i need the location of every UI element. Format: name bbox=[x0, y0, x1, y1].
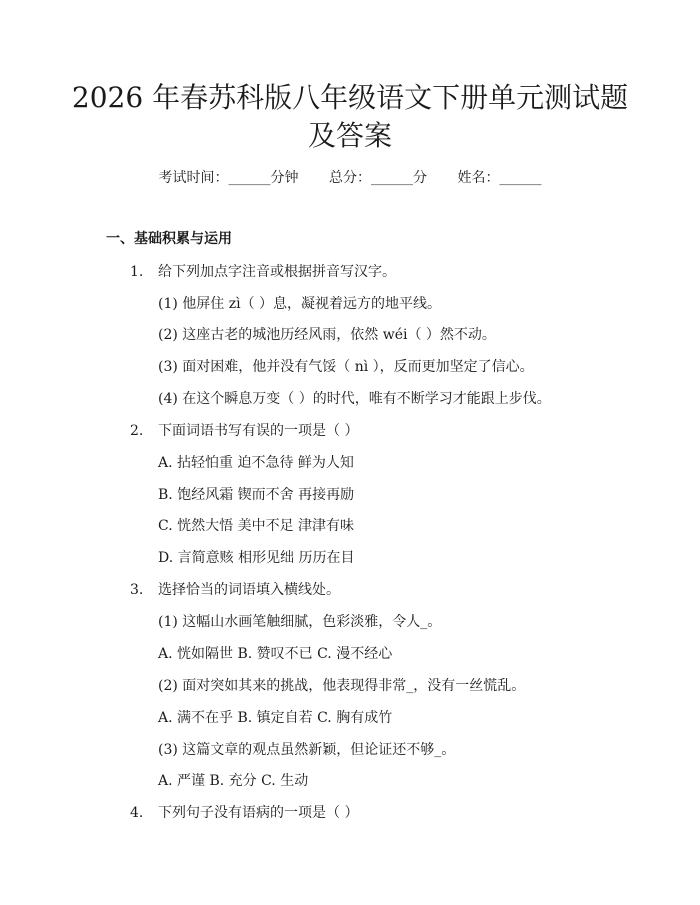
page-title: 2026 年春苏科版八年级语文下册单元测试题 bbox=[71, 81, 629, 114]
page-title-continued: 及答案 bbox=[307, 119, 392, 152]
question-subitem: (3) 这篇文章的观点虽然新颖，但论证还不够_。 bbox=[158, 742, 456, 758]
answer-option: A. 恍如隔世 B. 赞叹不已 C. 漫不经心 bbox=[158, 646, 393, 662]
answer-option: A. 满不在乎 B. 镇定自若 C. 胸有成竹 bbox=[158, 710, 393, 726]
question-number: 3. bbox=[130, 582, 144, 598]
answer-option: D. 言简意赅 相形见绌 历历在目 bbox=[158, 550, 355, 566]
question-text: 给下列加点字注音或根据拼音写汉字。 bbox=[158, 264, 396, 280]
question-subitem: (2) 面对突如其来的挑战，他表现得非常_，没有一丝慌乱。 bbox=[158, 678, 526, 694]
question-number: 4. bbox=[130, 805, 144, 821]
question-subitem: (2) 这座古老的城池历经风雨，依然 wéi（ ）然不动。 bbox=[158, 327, 496, 343]
question-text: 下面词语书写有误的一项是（ ） bbox=[158, 423, 359, 439]
question-subitem: (1) 这幅山水画笔触细腻，色彩淡雅，令人_。 bbox=[158, 614, 442, 630]
exam-meta bbox=[0, 168, 700, 188]
exam-total-score: 总分：______分 bbox=[329, 170, 427, 186]
question-subitem: (1) 他屏住 zì（ ）息，凝视着远方的地平线。 bbox=[158, 296, 442, 312]
question-number: 1. bbox=[130, 264, 144, 280]
answer-option: A. 严谨 B. 充分 C. 生动 bbox=[158, 773, 309, 789]
answer-option: A. 拈轻怕重 迫不急待 鲜为人知 bbox=[158, 455, 354, 471]
question-subitem: (3) 面对困难，他并没有气馁（ nì ），反而更加坚定了信心。 bbox=[158, 359, 534, 375]
question-text: 下列句子没有语病的一项是（ ） bbox=[158, 805, 359, 821]
student-name: 姓名：______ bbox=[457, 170, 542, 186]
answer-option: B. 饱经风霜 锲而不舍 再接再励 bbox=[158, 487, 355, 503]
question-subitem: (4) 在这个瞬息万变（ ）的时代，唯有不断学习才能跟上步伐。 bbox=[158, 391, 551, 407]
question-text: 选择恰当的词语填入横线处。 bbox=[158, 582, 340, 598]
answer-option: C. 恍然大悟 美中不足 津津有味 bbox=[158, 518, 355, 534]
question-number: 2. bbox=[130, 423, 144, 439]
exam-time: 考试时间：______分钟 bbox=[158, 170, 299, 186]
section-title: 一、基础积累与运用 bbox=[106, 231, 232, 247]
